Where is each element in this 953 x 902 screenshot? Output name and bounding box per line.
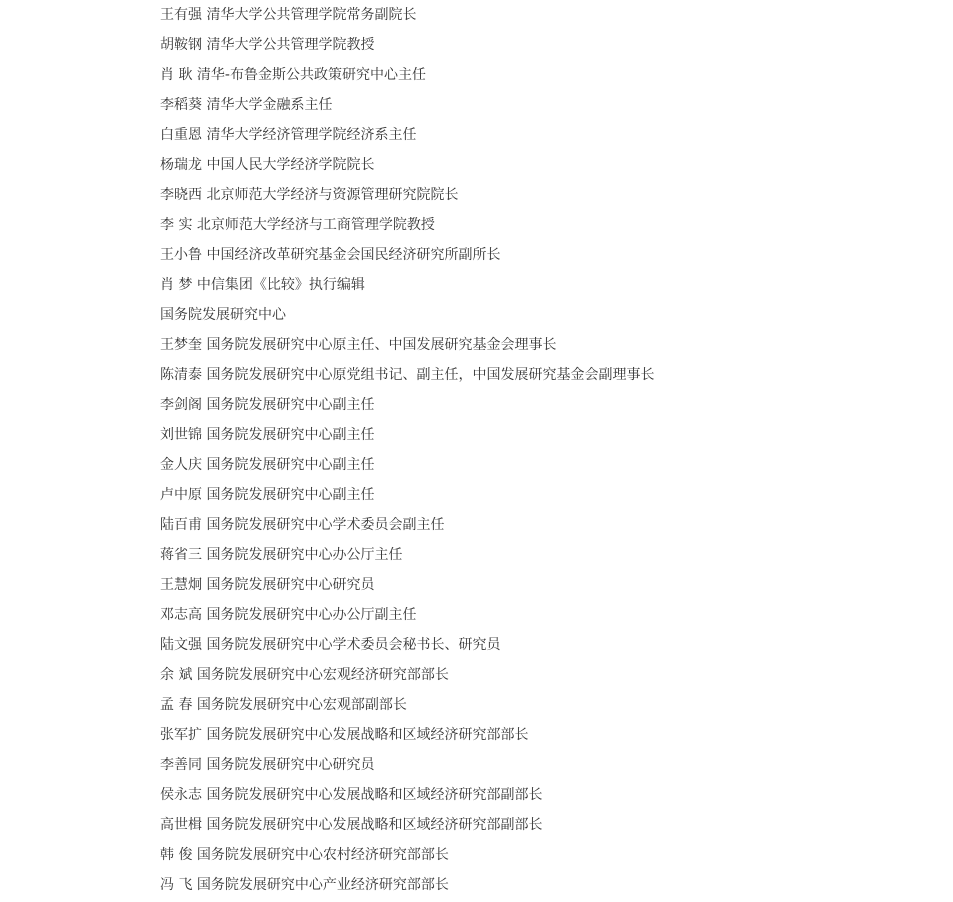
list-item: 刘世锦 国务院发展研究中心副主任 [160,427,375,443]
list-item: 王有强 清华大学公共管理学院常务副院长 [160,7,417,23]
list-item: 胡鞍钢 清华大学公共管理学院教授 [160,37,375,53]
list-item: 李晓西 北京师范大学经济与资源管理研究院院长 [160,187,459,203]
list-item: 陆百甫 国务院发展研究中心学术委员会副主任 [160,517,445,533]
list-item: 陆文强 国务院发展研究中心学术委员会秘书长、研究员 [160,637,501,653]
list-item: 李善同 国务院发展研究中心研究员 [160,757,375,773]
list-item: 李剑阁 国务院发展研究中心副主任 [160,397,375,413]
list-item: 李 实 北京师范大学经济与工商管理学院教授 [160,217,435,233]
list-item: 王慧炯 国务院发展研究中心研究员 [160,577,375,593]
list-item: 侯永志 国务院发展研究中心发展战略和区域经济研究部副部长 [160,787,543,803]
list-item: 蒋省三 国务院发展研究中心办公厅主任 [160,547,403,563]
list-item: 金人庆 国务院发展研究中心副主任 [160,457,375,473]
member-list [160,0,654,900]
list-item: 孟 春 国务院发展研究中心宏观部副部长 [160,697,407,713]
list-item: 邓志高 国务院发展研究中心办公厅副主任 [160,607,417,623]
list-item: 国务院发展研究中心 [160,307,286,323]
list-item: 白重恩 清华大学经济管理学院经济系主任 [160,127,417,143]
list-item: 肖 梦 中信集团《比较》执行编辑 [160,277,365,293]
list-item: 韩 俊 国务院发展研究中心农村经济研究部部长 [160,847,449,863]
list-item: 王小鲁 中国经济改革研究基金会国民经济研究所副所长 [160,247,501,263]
list-item: 王梦奎 国务院发展研究中心原主任、中国发展研究基金会理事长 [160,337,557,353]
list-item: 张军扩 国务院发展研究中心发展战略和区域经济研究部部长 [160,727,529,743]
list-item: 陈清泰 国务院发展研究中心原党组书记、副主任，中国发展研究基金会副理事长 [160,367,655,383]
list-item: 肖 耿 清华-布鲁金斯公共政策研究中心主任 [160,67,426,83]
list-item: 李稻葵 清华大学金融系主任 [160,97,333,113]
list-item: 高世楫 国务院发展研究中心发展战略和区域经济研究部副部长 [160,817,543,833]
list-item: 杨瑞龙 中国人民大学经济学院院长 [160,157,375,173]
list-item: 余 斌 国务院发展研究中心宏观经济研究部部长 [160,667,449,683]
list-item: 卢中原 国务院发展研究中心副主任 [160,487,375,503]
list-item: 冯 飞 国务院发展研究中心产业经济研究部部长 [160,877,449,893]
